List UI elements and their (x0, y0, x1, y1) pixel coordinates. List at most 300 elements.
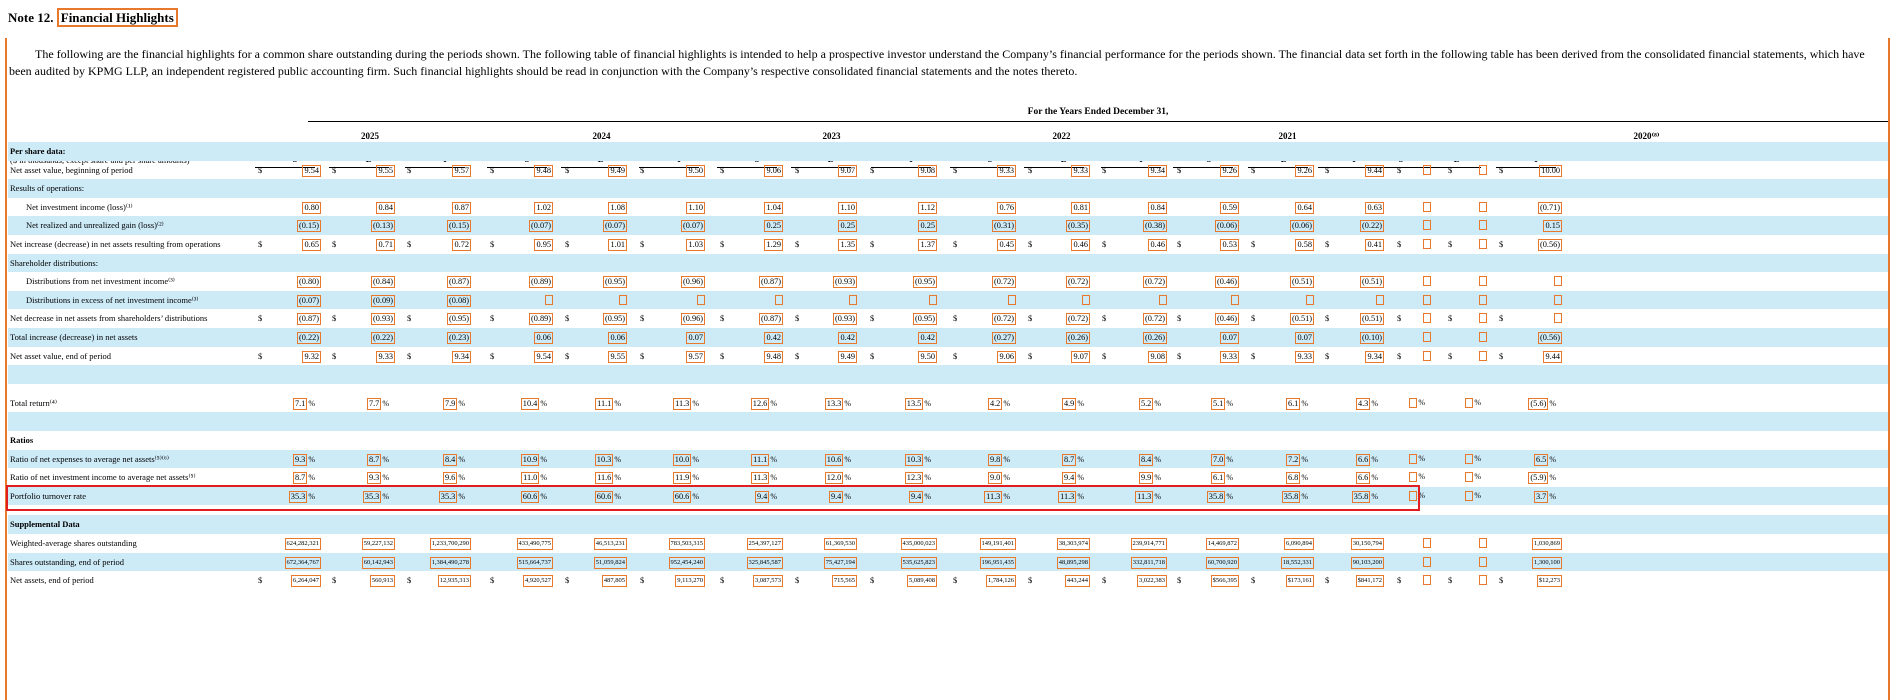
value-cell (905, 454, 931, 466)
cell-value: 18,552,331 (1281, 557, 1314, 569)
cell-value: 11.3 (753, 473, 768, 483)
cell-value: 8.7 (368, 454, 380, 464)
cell-value: 332,811,718 (1131, 557, 1167, 569)
cell-value (1479, 557, 1487, 567)
dollar-sign: $ (407, 575, 412, 586)
dollar-sign: $ (407, 313, 412, 324)
dollar-sign: $ (258, 350, 263, 361)
cell-value: (0.07) (682, 221, 703, 231)
value-cell (838, 332, 857, 344)
dollar-sign: $ (1499, 313, 1504, 324)
dollar-sign: $ (1177, 350, 1182, 361)
cell-value (1008, 295, 1016, 305)
dollar-sign: $ (1028, 313, 1033, 324)
percent-sign: % (308, 473, 315, 483)
percent-sign: % (458, 491, 465, 501)
cell-value: 1.10 (840, 202, 855, 212)
cell-value: 1,233,700,290 (430, 538, 471, 550)
cell-value: 1.04 (766, 202, 781, 212)
cell-value: 9.54 (536, 351, 551, 361)
value-cell (430, 557, 471, 569)
cell-value (1479, 313, 1487, 323)
cell-value: 0.07 (1297, 333, 1312, 342)
cell-value: 535,625,823 (901, 557, 938, 569)
value-cell (452, 165, 471, 177)
value-cell (534, 239, 553, 251)
value-cell (918, 351, 937, 363)
value-cell (918, 239, 937, 251)
value-cell (603, 276, 627, 288)
value-cell (363, 491, 389, 503)
cell-value: 9.55 (610, 351, 625, 361)
value-cell (1376, 295, 1384, 305)
cell-value (1479, 575, 1487, 585)
table-row (8, 142, 1888, 161)
value-cell (1409, 398, 1425, 408)
percent-sign: % (540, 473, 547, 483)
percent-sign: % (692, 454, 699, 464)
dollar-sign: $ (1448, 313, 1453, 324)
value-cell (297, 220, 321, 232)
dollar-sign: $ (640, 575, 645, 586)
dollar-sign: $ (1325, 239, 1330, 249)
cell-value: 9.50 (688, 165, 703, 175)
cell-value: 38,303,974 (1057, 538, 1090, 550)
percent-sign: % (1418, 453, 1425, 463)
cell-value: (0.56) (1539, 333, 1560, 342)
cell-value (1554, 276, 1562, 286)
dollar-sign: $ (1251, 313, 1256, 324)
value-cell (447, 313, 471, 325)
cell-value: 9.44 (1545, 351, 1560, 361)
cell-value: 0.46 (1073, 240, 1088, 249)
dollar-sign: $ (953, 164, 958, 175)
percent-sign: % (844, 454, 851, 464)
cell-value: (0.51) (1291, 277, 1312, 287)
cell-value: 1.12 (920, 202, 935, 212)
cell-value: 35.8 (1283, 491, 1299, 501)
value-cell (297, 276, 321, 288)
dollar-sign: $ (407, 239, 412, 249)
value-cell (594, 538, 627, 550)
value-cell (686, 239, 705, 251)
dollar-sign: $ (1251, 350, 1256, 361)
value-cell (764, 239, 783, 251)
value-cell (1082, 295, 1090, 305)
value-cell (753, 575, 783, 587)
value-cell (686, 351, 705, 363)
cell-value: 4.3 (1357, 398, 1369, 408)
percent-sign: % (1154, 398, 1161, 408)
row-label: Supplemental Data (10, 519, 80, 530)
cell-value: 12.0 (826, 473, 842, 483)
value-cell (302, 202, 321, 214)
value-cell (1143, 332, 1167, 344)
cell-value (619, 295, 627, 305)
value-cell (534, 165, 553, 177)
cell-value: 1.02 (536, 202, 551, 212)
cell-value: 9.4 (910, 491, 922, 501)
percent-sign: % (1301, 473, 1308, 483)
percent-sign: % (1474, 397, 1481, 407)
value-cell (1534, 491, 1556, 503)
dollar-sign: $ (870, 164, 875, 175)
value-cell (371, 295, 395, 307)
cell-value: (0.84) (372, 277, 393, 287)
value-cell (302, 351, 321, 363)
table-row (8, 384, 1888, 394)
value-cell (1423, 239, 1431, 249)
percent-sign: % (1003, 473, 1010, 483)
cell-value: (0.15) (448, 221, 469, 231)
value-cell (371, 313, 395, 325)
value-cell (1066, 220, 1090, 232)
cell-value: (0.06) (1216, 221, 1237, 231)
value-cell (1360, 276, 1384, 288)
value-cell (376, 239, 395, 251)
percent-sign: % (692, 473, 699, 483)
year-header: 2023 (822, 131, 841, 141)
dollar-sign: $ (795, 350, 800, 361)
cell-value: (0.07) (530, 221, 551, 231)
cell-value: 3,022,383 (1137, 575, 1167, 587)
cell-value: 9.06 (766, 165, 781, 175)
value-cell (376, 351, 395, 363)
cell-value (1423, 313, 1431, 323)
cell-value (1423, 276, 1431, 286)
dollar-sign: $ (953, 350, 958, 361)
percent-sign: % (1549, 454, 1556, 464)
value-cell (1423, 332, 1431, 342)
value-cell (1479, 575, 1487, 585)
value-cell (1479, 332, 1487, 342)
value-cell (1356, 398, 1378, 410)
cell-value: 0.06 (610, 333, 625, 342)
cell-value: 60.6 (674, 491, 690, 501)
percent-sign: % (1418, 397, 1425, 407)
value-cell (997, 202, 1016, 214)
value-cell (608, 332, 627, 344)
cell-value: 10.00 (1541, 165, 1560, 175)
dollar-sign: $ (1499, 575, 1504, 586)
cell-value: $841,172 (1356, 575, 1384, 587)
dollar-sign: $ (407, 350, 412, 361)
value-cell (523, 575, 553, 587)
cell-value (1423, 351, 1431, 361)
table-row (8, 272, 1888, 291)
value-cell (673, 454, 699, 466)
cell-value: 3.7 (1535, 491, 1547, 501)
cell-value: 75,427,194 (824, 557, 857, 569)
cell-value: 0.80 (304, 202, 319, 212)
percent-sign: % (1226, 398, 1233, 408)
value-cell (291, 575, 321, 587)
cell-value: (0.93) (834, 314, 855, 324)
cell-value: 0.42 (920, 333, 935, 342)
dollar-sign: $ (1028, 350, 1033, 361)
value-cell (430, 538, 471, 550)
cell-value: (5.6) (1530, 398, 1547, 408)
value-cell (534, 202, 553, 214)
value-cell (1479, 165, 1487, 175)
value-cell (1423, 202, 1431, 212)
cell-value: 9.50 (920, 351, 935, 361)
value-cell (443, 472, 465, 484)
value-cell (371, 220, 395, 232)
dollar-sign: $ (332, 575, 337, 586)
value-cell (1532, 557, 1562, 569)
percent-sign: % (540, 454, 547, 464)
value-cell (1286, 575, 1314, 587)
percent-sign: % (1474, 453, 1481, 463)
percent-sign: % (1301, 491, 1308, 501)
cell-value: 5.1 (1212, 398, 1224, 408)
value-cell (1423, 276, 1431, 286)
cell-value: 0.41 (1367, 240, 1382, 249)
cell-value (1423, 165, 1431, 175)
dollar-sign: $ (1251, 239, 1256, 249)
percent-sign: % (458, 398, 465, 408)
cell-value: (0.87) (448, 277, 469, 287)
value-cell (1211, 575, 1239, 587)
value-cell (997, 165, 1016, 177)
table-row (8, 161, 1888, 180)
dollar-sign: $ (1397, 239, 1402, 249)
value-cell (838, 202, 857, 214)
dollar-sign: $ (795, 164, 800, 175)
left-margin-rule (5, 38, 7, 700)
value-cell (764, 202, 783, 214)
table-row (8, 394, 1888, 413)
percent-sign: % (1371, 454, 1378, 464)
percent-sign: % (382, 491, 389, 501)
cell-value: (0.46) (1216, 314, 1237, 324)
value-cell (297, 313, 321, 325)
value-cell (1479, 220, 1487, 230)
value-cell (452, 202, 471, 214)
value-cell (1066, 332, 1090, 344)
cell-value (1465, 398, 1473, 408)
value-cell (1538, 202, 1562, 214)
dollar-sign: $ (1177, 164, 1182, 175)
value-cell (984, 491, 1010, 503)
table-row (8, 468, 1888, 487)
cell-value: (0.08) (448, 295, 469, 305)
cell-value: (0.46) (1216, 277, 1237, 287)
value-cell (1284, 538, 1314, 550)
value-cell (608, 239, 627, 251)
cell-value: 0.63 (1367, 202, 1382, 212)
cell-value (1409, 454, 1417, 464)
cell-value: 11.3 (1137, 491, 1152, 501)
dollar-sign: $ (1251, 164, 1256, 175)
dollar-sign: $ (1448, 164, 1453, 175)
dollar-sign: $ (870, 575, 875, 586)
cell-value: $173,161 (1286, 575, 1314, 587)
percent-sign: % (540, 491, 547, 501)
value-cell (1211, 454, 1233, 466)
value-cell (1360, 313, 1384, 325)
value-cell (534, 351, 553, 363)
table-row (8, 571, 1888, 590)
cell-value: 8.4 (1140, 454, 1152, 464)
cell-value: 11.9 (675, 473, 690, 483)
value-cell (1148, 239, 1167, 251)
value-cell (1066, 276, 1090, 288)
cell-value: 435,000,023 (901, 538, 938, 550)
value-cell (1071, 351, 1090, 363)
cell-value: 10.3 (906, 454, 922, 464)
value-cell (913, 313, 937, 325)
cell-value: 9.33 (1222, 351, 1237, 361)
value-cell (376, 202, 395, 214)
percent-sign: % (308, 491, 315, 501)
cell-value: 11.0 (523, 473, 538, 483)
value-cell (293, 454, 315, 466)
cell-value: 9.08 (920, 165, 935, 175)
value-cell (838, 165, 857, 177)
value-cell (1295, 165, 1314, 177)
cell-value: (0.72) (1067, 314, 1088, 324)
cell-value: (0.95) (914, 314, 935, 324)
value-cell (1206, 538, 1239, 550)
percent-sign: % (692, 491, 699, 501)
value-cell (681, 220, 705, 232)
dollar-sign: $ (1448, 575, 1453, 586)
row-label: Results of operations: (10, 183, 85, 194)
cell-value: 1.35 (840, 240, 855, 249)
cell-value (1423, 575, 1431, 585)
cell-value: (0.56) (1539, 240, 1560, 249)
percent-sign: % (1154, 491, 1161, 501)
cell-value (1479, 276, 1487, 286)
cell-value (1479, 220, 1487, 230)
value-cell (1306, 295, 1314, 305)
value-cell (302, 239, 321, 251)
value-cell (1286, 398, 1308, 410)
value-cell (1423, 538, 1431, 548)
value-cell (988, 454, 1010, 466)
table-row (8, 450, 1888, 469)
cell-value: 6.6 (1357, 473, 1369, 483)
cell-value: 8.7 (294, 473, 306, 483)
value-cell (1351, 538, 1384, 550)
value-cell (302, 165, 321, 177)
value-cell (521, 398, 547, 410)
cell-value: 0.25 (766, 221, 781, 231)
value-cell (376, 165, 395, 177)
dollar-sign: $ (953, 575, 958, 586)
value-cell (1057, 557, 1090, 569)
value-cell (1057, 538, 1090, 550)
value-cell (1356, 575, 1384, 587)
value-cell (1282, 491, 1308, 503)
table-row (8, 216, 1888, 235)
value-cell (918, 202, 937, 214)
cell-value: 325,845,587 (747, 557, 784, 569)
value-cell (901, 557, 938, 569)
cell-value (1479, 295, 1487, 305)
percent-sign: % (1154, 473, 1161, 483)
cell-value: 9.3 (294, 454, 306, 464)
value-cell (673, 472, 699, 484)
value-cell (594, 557, 627, 569)
cell-value: 60,142,943 (362, 557, 395, 569)
dollar-sign: $ (870, 313, 875, 324)
cell-value: 11.6 (597, 473, 612, 483)
dollar-sign: $ (332, 313, 337, 324)
cell-value: 5,089,408 (907, 575, 937, 587)
value-cell (1479, 202, 1487, 212)
row-label: Net decrease in net assets from shareholders’ distributions (10, 313, 208, 324)
percent-sign: % (308, 454, 315, 464)
value-cell (1062, 454, 1084, 466)
value-cell (1465, 398, 1481, 408)
cell-value: 0.58 (1297, 240, 1312, 249)
percent-sign: % (382, 398, 389, 408)
value-cell (1356, 454, 1378, 466)
cell-value: 35.3 (364, 491, 380, 501)
cell-value: $566,395 (1211, 575, 1239, 587)
percent-sign: % (1474, 490, 1481, 500)
value-cell (1295, 202, 1314, 214)
table-row (8, 347, 1888, 366)
value-cell (764, 165, 783, 177)
cell-value: (0.95) (914, 277, 935, 287)
period-header: For the Years Ended December 31, (1027, 107, 1169, 117)
cell-value: 0.53 (1222, 240, 1237, 249)
percent-sign: % (924, 473, 931, 483)
cell-value: 0.25 (840, 221, 855, 231)
value-cell (1479, 313, 1487, 323)
value-cell (1352, 491, 1378, 503)
dollar-sign: $ (258, 313, 263, 324)
value-cell (1131, 557, 1167, 569)
value-cell (697, 295, 705, 305)
value-cell (918, 220, 937, 232)
cell-value: 9,113,270 (675, 575, 705, 587)
value-cell (1479, 276, 1487, 286)
dollar-sign: $ (1177, 239, 1182, 249)
value-cell (1211, 472, 1233, 484)
value-cell (838, 351, 857, 363)
dollar-sign: $ (720, 313, 725, 324)
dollar-sign: $ (640, 313, 645, 324)
percent-sign: % (1474, 472, 1481, 482)
cell-value: (0.87) (760, 314, 781, 324)
cell-value: 9.44 (1367, 165, 1382, 175)
value-cell (909, 491, 931, 503)
value-cell (1066, 313, 1090, 325)
cell-value: 9.33 (1073, 165, 1088, 175)
value-cell (669, 538, 706, 550)
cell-value: 196,951,435 (980, 557, 1017, 569)
cell-value: $12,273 (1537, 575, 1562, 587)
value-cell (1220, 332, 1239, 344)
dollar-sign: $ (332, 239, 337, 249)
value-cell (443, 398, 465, 410)
cell-value (849, 295, 857, 305)
cell-value: (5.9) (1530, 473, 1547, 483)
cell-value: 9.4 (756, 491, 768, 501)
cell-value: 9.3 (368, 473, 380, 483)
dollar-sign: $ (1028, 164, 1033, 175)
cell-value: 1.08 (610, 202, 625, 212)
value-cell (362, 538, 395, 550)
cell-value: (0.26) (1144, 333, 1165, 342)
percent-sign: % (1301, 398, 1308, 408)
value-cell (1360, 332, 1384, 344)
